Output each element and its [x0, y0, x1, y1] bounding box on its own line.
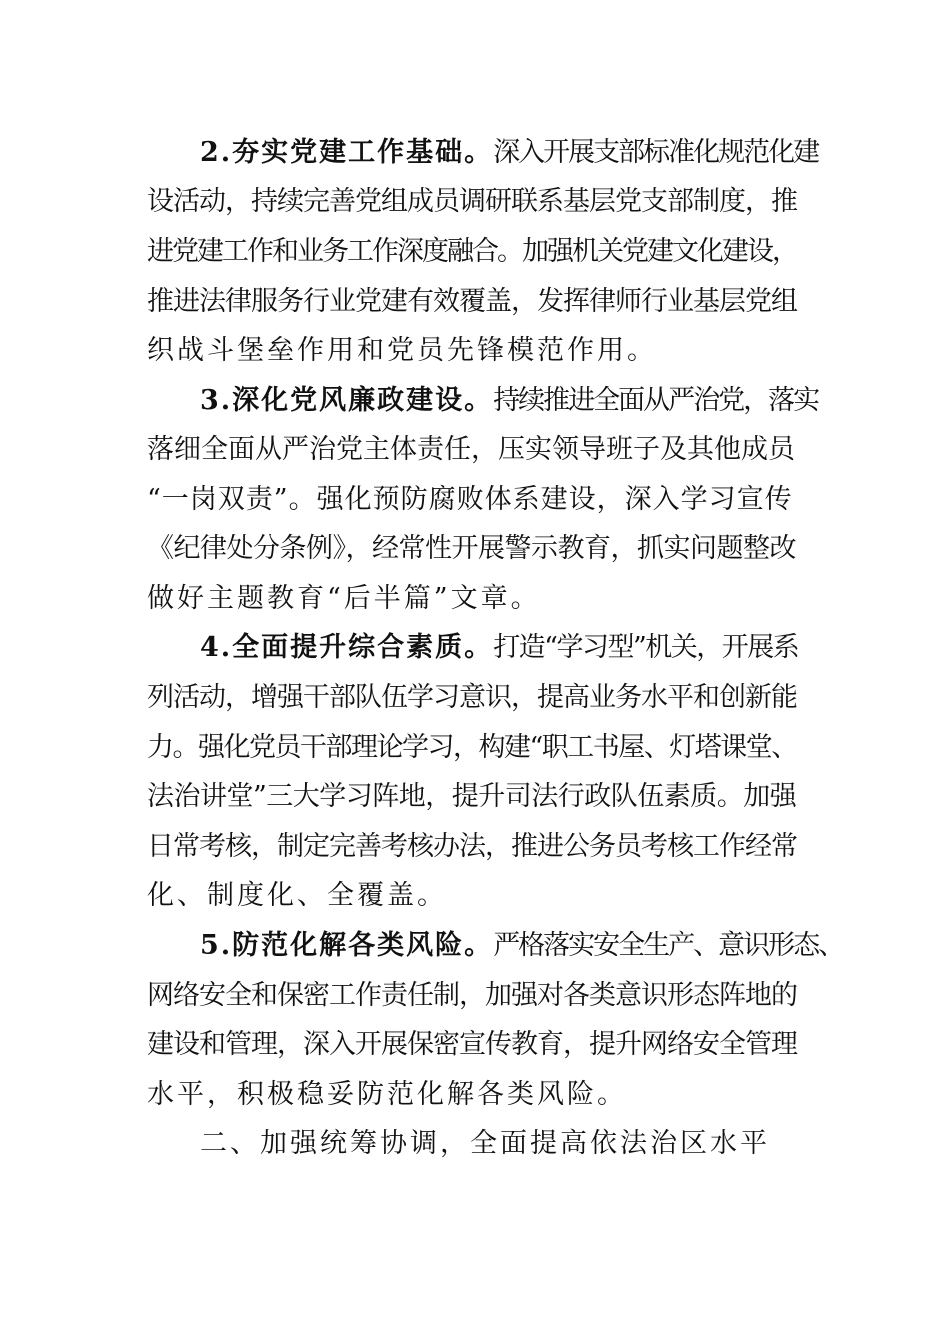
paragraph-line: 设活动，持续完善党组成员调研联系基层党支部制度，推: [147, 186, 797, 217]
paragraph-line: 推进法律服务行业党建有效覆盖，发挥律师行业基层党组: [147, 286, 797, 317]
item-heading: 4.全面提升综合素质。: [200, 632, 494, 663]
paragraph-line: 建设和管理，深入开展保密宣传教育，提升网络安全管理: [147, 1029, 797, 1060]
paragraph-line: 织战斗堡垒作用和党员先锋模范作用。: [147, 335, 657, 366]
item-heading: 3.深化党风廉政建设。: [200, 385, 494, 416]
paragraph-line: 法治讲堂”三大学习阵地，提升司法行政队伍素质。加强: [147, 781, 797, 812]
item-text: 严格落实安全生产、意识形态、: [493, 930, 844, 961]
paragraph-line: 进党建工作和业务工作深度融合。加强机关党建文化建设，: [147, 236, 797, 267]
paragraph-line: 网络安全和保密工作责任制，加强对各类意识形态阵地的: [147, 980, 797, 1011]
item-heading: 5.防范化解各类风险。: [200, 930, 494, 961]
item-heading: 2.夯实党建工作基础。: [200, 137, 494, 168]
paragraph-line: [200, 385, 818, 417]
paragraph-line: 落细全面从严治党主体责任，压实领导班子及其他成员: [147, 434, 795, 465]
paragraph-line: 日常考核，制定完善考核办法，推进公务员考核工作经常: [147, 831, 797, 862]
item-text: 打造“学习型”机关，开展系: [493, 632, 799, 663]
paragraph-line: [200, 930, 843, 962]
paragraph-line: [200, 632, 798, 664]
paragraph-line: “一岗双责”。强化预防腐败体系建设，深入学习宣传: [147, 484, 793, 515]
paragraph-line: 做好主题教育“后半篇”文章。: [147, 583, 541, 614]
paragraph-line: 化、制度化、全覆盖。: [147, 880, 447, 911]
item-text: 持续推进全面从严治党，落实: [493, 385, 819, 416]
paragraph-line: 列活动，增强干部队伍学习意识，提高业务水平和创新能: [147, 682, 797, 713]
paragraph-line: 《纪律处分条例》，经常性开展警示教育，抓实问题整改: [147, 533, 796, 564]
item-text: 深入开展支部标准化规范化建: [493, 137, 819, 168]
section-heading: 二、加强统筹协调，全面提高依法治区水平: [200, 1128, 770, 1159]
paragraph-line: 水平，积极稳妥防范化解各类风险。: [147, 1079, 627, 1110]
paragraph-line: [200, 137, 818, 169]
paragraph-line: 力。强化党员干部理论学习，构建“职工书屋、灯塔课堂、: [147, 732, 797, 763]
